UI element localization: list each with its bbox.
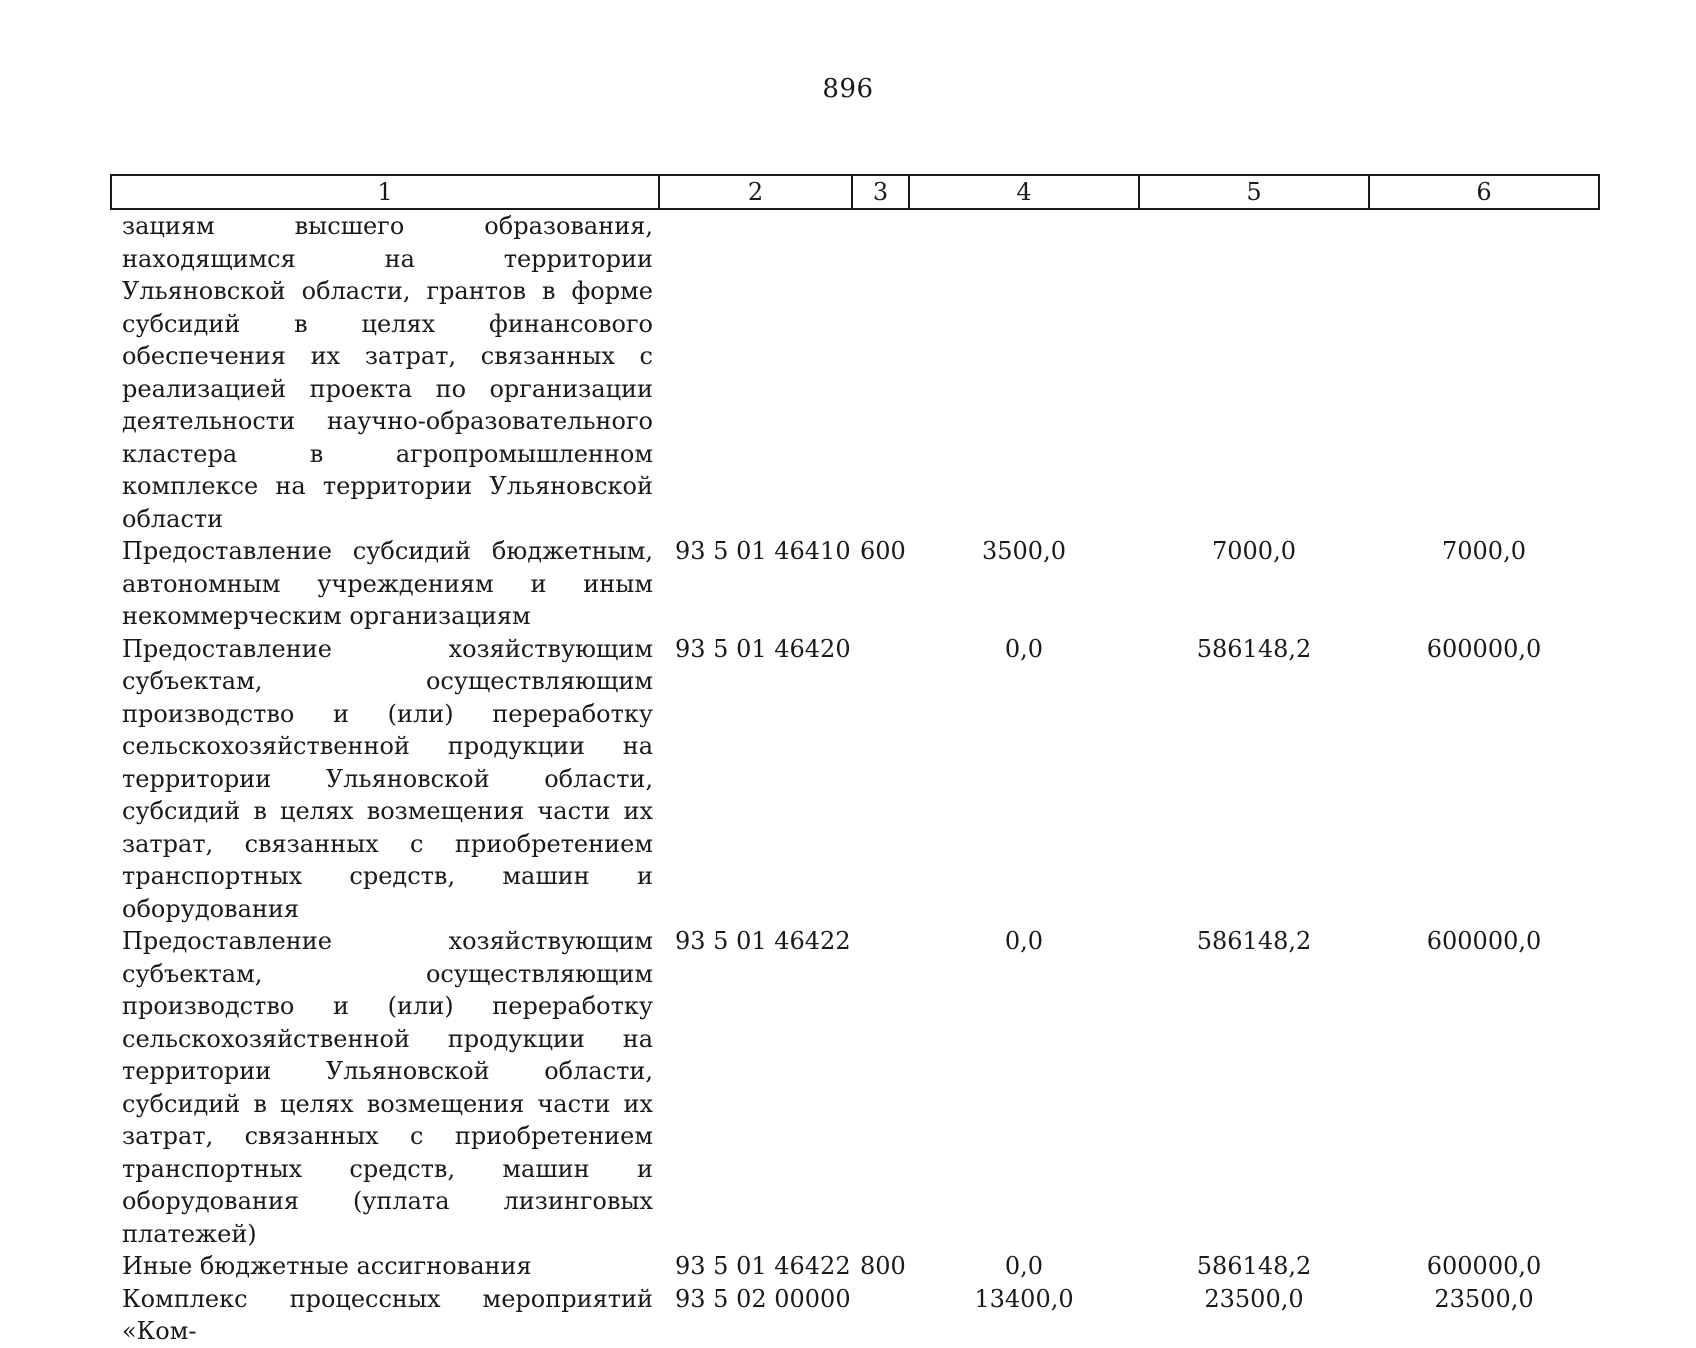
header-col-5: 5 xyxy=(1139,175,1369,209)
row-value-5: 586148,2 xyxy=(1196,927,1312,955)
row-value-5: 7000,0 xyxy=(1212,537,1296,565)
table-row xyxy=(111,925,1599,1250)
budget-table xyxy=(110,174,1600,1348)
row-description: Предоставление субсидий бюджетным, автономным учреждениям и иным некоммерческим организациям xyxy=(122,537,653,630)
row-type xyxy=(852,1283,909,1348)
row-value-4: 0,0 xyxy=(1004,634,1044,663)
row-type xyxy=(852,633,909,926)
page-number: 896 xyxy=(822,74,874,104)
row-type: 600 xyxy=(860,537,906,565)
table-row xyxy=(111,1283,1599,1348)
row-value-4: 13400,0 xyxy=(974,1284,1074,1313)
row-value-4: 3500,0 xyxy=(982,537,1066,565)
row-description: Комплекс процессных мероприятий «Ком- xyxy=(122,1284,653,1345)
row-code: 93 5 01 46410 xyxy=(675,537,851,565)
header-col-6: 6 xyxy=(1369,175,1599,209)
row-code: 93 5 01 46422 xyxy=(675,1252,851,1280)
row-value-4: 0,0 xyxy=(1004,1252,1044,1280)
row-type xyxy=(852,209,909,535)
row-value-6: 7000,0 xyxy=(1442,537,1526,565)
row-code: 93 5 01 46422 xyxy=(675,927,851,955)
row-type: 800 xyxy=(860,1252,906,1280)
row-value-6: 23500,0 xyxy=(1434,1284,1534,1313)
row-value-4: 0,0 xyxy=(1004,927,1044,955)
header-col-2: 2 xyxy=(659,175,852,209)
row-value-6: 600000,0 xyxy=(1426,927,1542,955)
row-code: 93 5 01 46420 xyxy=(675,634,851,663)
row-value-6 xyxy=(1369,209,1599,535)
table-header xyxy=(111,175,1599,209)
row-description: зациям высшего образования, находящимся на территории Ульяновской области, грантов в форме субсидий в целях финансового обеспечения их затрат, связанных с реализацией проекта по организации деятельности научно-образовательного кластера в агропромышленном комплексе на территории Ульяновской области xyxy=(122,212,653,533)
row-type xyxy=(852,925,909,1250)
row-value-5: 586148,2 xyxy=(1196,1252,1312,1280)
header-col-4: 4 xyxy=(909,175,1139,209)
row-value-5: 23500,0 xyxy=(1204,1284,1304,1313)
table-body xyxy=(111,209,1599,1348)
header-row xyxy=(111,175,1599,209)
row-value-6: 600000,0 xyxy=(1426,634,1542,663)
row-value-5: 586148,2 xyxy=(1196,634,1312,663)
row-code xyxy=(659,209,852,535)
table-row xyxy=(111,633,1599,926)
header-col-1: 1 xyxy=(111,175,659,209)
table-row xyxy=(111,1250,1599,1283)
row-description: Предоставление хозяйствующим субъектам, осуществляющим производство и (или) переработку сельскохозяйственной продукции на территории Ульяновской области, субсидий в целях возмещения части их затрат, связанных с приобретением транспортных средств, машин и оборудования xyxy=(122,634,653,923)
table-row xyxy=(111,209,1599,535)
row-code: 93 5 02 00000 xyxy=(675,1284,851,1313)
row-value-5 xyxy=(1139,209,1369,535)
row-description: Предоставление хозяйствующим субъектам, осуществляющим производство и (или) переработку сельскохозяйственной продукции на территории Ульяновской области, субсидий в целях возмещения части их затрат, связанных с приобретением транспортных средств, машин и оборудования (уплата лизинговых платежей) xyxy=(122,927,653,1248)
row-description: Иные бюджетные ассигнования xyxy=(122,1252,532,1280)
table-row xyxy=(111,535,1599,633)
header-col-3: 3 xyxy=(852,175,909,209)
row-value-6: 600000,0 xyxy=(1426,1252,1542,1280)
row-value-4 xyxy=(909,209,1139,535)
